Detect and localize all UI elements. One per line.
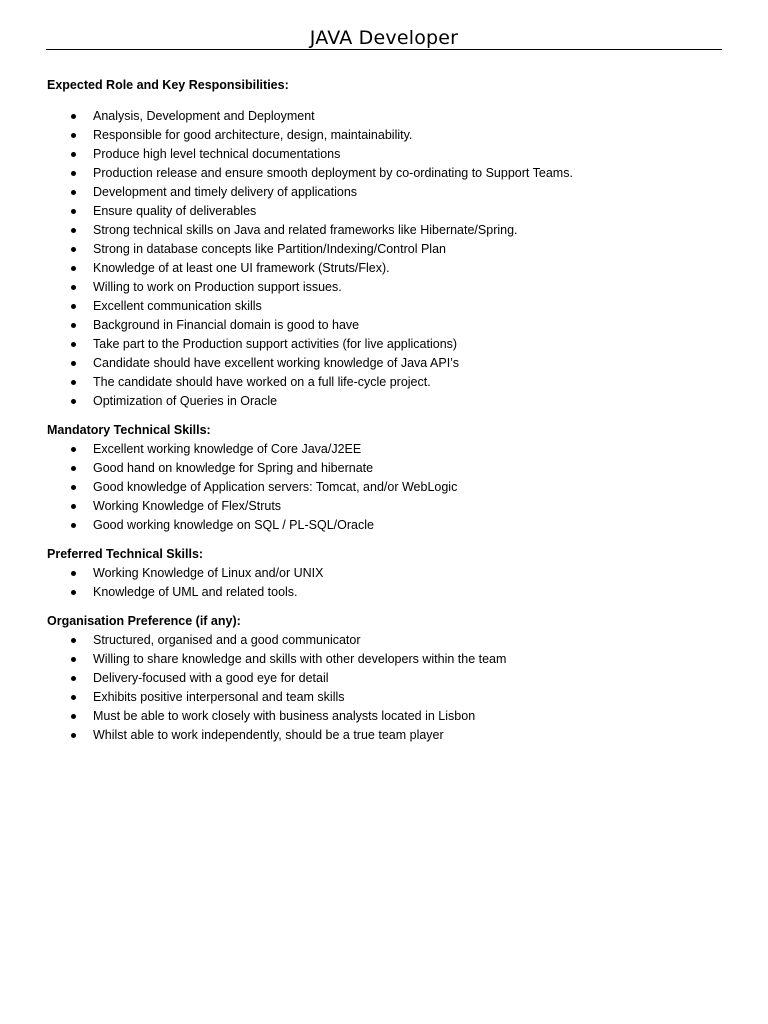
list-item-text: Take part to the Production support activities (for live applications) [93,337,458,351]
list-item-text: Delivery-focused with a good eye for detail [93,671,329,685]
bullet-icon [71,657,76,662]
list-item-text: Must be able to work closely with business analysts located in Lisbon [93,709,476,723]
list-item-text: Knowledge of UML and related tools. [93,585,298,599]
bullet-icon [71,114,76,119]
list-item [47,202,727,221]
list-item-text: Development and timely delivery of applications [93,185,358,199]
title-divider [46,49,722,50]
list-item [47,240,727,259]
bullet-icon [71,590,76,595]
list-item-text: Good working knowledge on SQL / PL-SQL/Oracle [93,518,374,532]
document-body [47,76,727,745]
bullet-icon [71,190,76,195]
list-item-text: Optimization of Queries in Oracle [93,394,278,408]
list-item [47,354,727,373]
section-heading: Preferred Technical Skills: [47,547,204,561]
bullet-icon [71,171,76,176]
bullet-icon [71,733,76,738]
bullet-list [47,564,727,602]
list-item [47,373,727,392]
page-title: JAVA Developer [309,27,459,49]
list-item-text: Willing to work on Production support issues. [93,280,342,294]
list-item [47,145,727,164]
section-preferred-skills [47,545,727,602]
list-item-text: Strong technical skills on Java and related frameworks like Hibernate/Spring. [93,223,518,237]
list-item-text: Working Knowledge of Flex/Struts [93,499,282,513]
bullet-icon [71,342,76,347]
bullet-icon [71,399,76,404]
list-item-text: Candidate should have excellent working knowledge of Java API’s [93,356,459,370]
list-item-text: Analysis, Development and Deployment [93,109,315,123]
list-item [47,688,727,707]
list-item [47,278,727,297]
list-item-text: Structured, organised and a good communicator [93,633,361,647]
list-item-text: Exhibits positive interpersonal and team skills [93,690,345,704]
section-organisation-preference [47,612,727,745]
bullet-icon [71,638,76,643]
bullet-icon [71,266,76,271]
section-mandatory-skills [47,421,727,535]
list-item [47,183,727,202]
list-item [47,583,727,602]
bullet-icon [71,152,76,157]
list-item [47,164,727,183]
list-item-text: Willing to share knowledge and skills with other developers within the team [93,652,507,666]
list-item-text: Responsible for good architecture, design, maintainability. [93,128,413,142]
list-item-text: Knowledge of at least one UI framework (Struts/Flex). [93,261,390,275]
list-item [47,316,727,335]
list-item-text: The candidate should have worked on a full life-cycle project. [93,375,431,389]
list-item [47,335,727,354]
list-item [47,259,727,278]
bullet-icon [71,323,76,328]
bullet-icon [71,523,76,528]
bullet-icon [71,504,76,509]
bullet-icon [71,209,76,214]
list-item [47,669,727,688]
bullet-icon [71,714,76,719]
bullet-list [47,440,727,535]
bullet-icon [71,133,76,138]
list-item-text: Production release and ensure smooth deployment by co-ordinating to Support Teams. [93,166,573,180]
list-item [47,516,727,535]
list-item [47,126,727,145]
list-item-text: Ensure quality of deliverables [93,204,257,218]
list-item [47,459,727,478]
list-item-text: Produce high level technical documentations [93,147,341,161]
bullet-icon [71,676,76,681]
list-item [47,631,727,650]
bullet-icon [71,228,76,233]
list-item-text: Good hand on knowledge for Spring and hibernate [93,461,374,475]
section-heading: Expected Role and Key Responsibilities: [47,78,289,92]
section-responsibilities [47,76,727,411]
bullet-icon [71,695,76,700]
list-item [47,497,727,516]
list-item [47,726,727,745]
list-item [47,707,727,726]
list-item-text: Working Knowledge of Linux and/or UNIX [93,566,324,580]
list-item-text: Excellent working knowledge of Core Java/J2EE [93,442,362,456]
list-item [47,221,727,240]
bullet-icon [71,447,76,452]
bullet-icon [71,380,76,385]
bullet-list [47,107,727,411]
list-item [47,440,727,459]
bullet-icon [71,571,76,576]
list-item [47,392,727,411]
section-heading: Organisation Preference (if any): [47,614,241,628]
bullet-icon [71,304,76,309]
bullet-list [47,631,727,745]
list-item-text: Excellent communication skills [93,299,262,313]
list-item [47,564,727,583]
bullet-icon [71,361,76,366]
bullet-icon [71,466,76,471]
section-heading: Mandatory Technical Skills: [47,423,211,437]
list-item [47,478,727,497]
list-item-text: Whilst able to work independently, should be a true team player [93,728,444,742]
bullet-icon [71,485,76,490]
list-item [47,297,727,316]
list-item-text: Good knowledge of Application servers: Tomcat, and/or WebLogic [93,480,458,494]
bullet-icon [71,285,76,290]
list-item-text: Background in Financial domain is good to have [93,318,360,332]
list-item [47,650,727,669]
list-item [47,107,727,126]
bullet-icon [71,247,76,252]
list-item-text: Strong in database concepts like Partition/Indexing/Control Plan [93,242,446,256]
